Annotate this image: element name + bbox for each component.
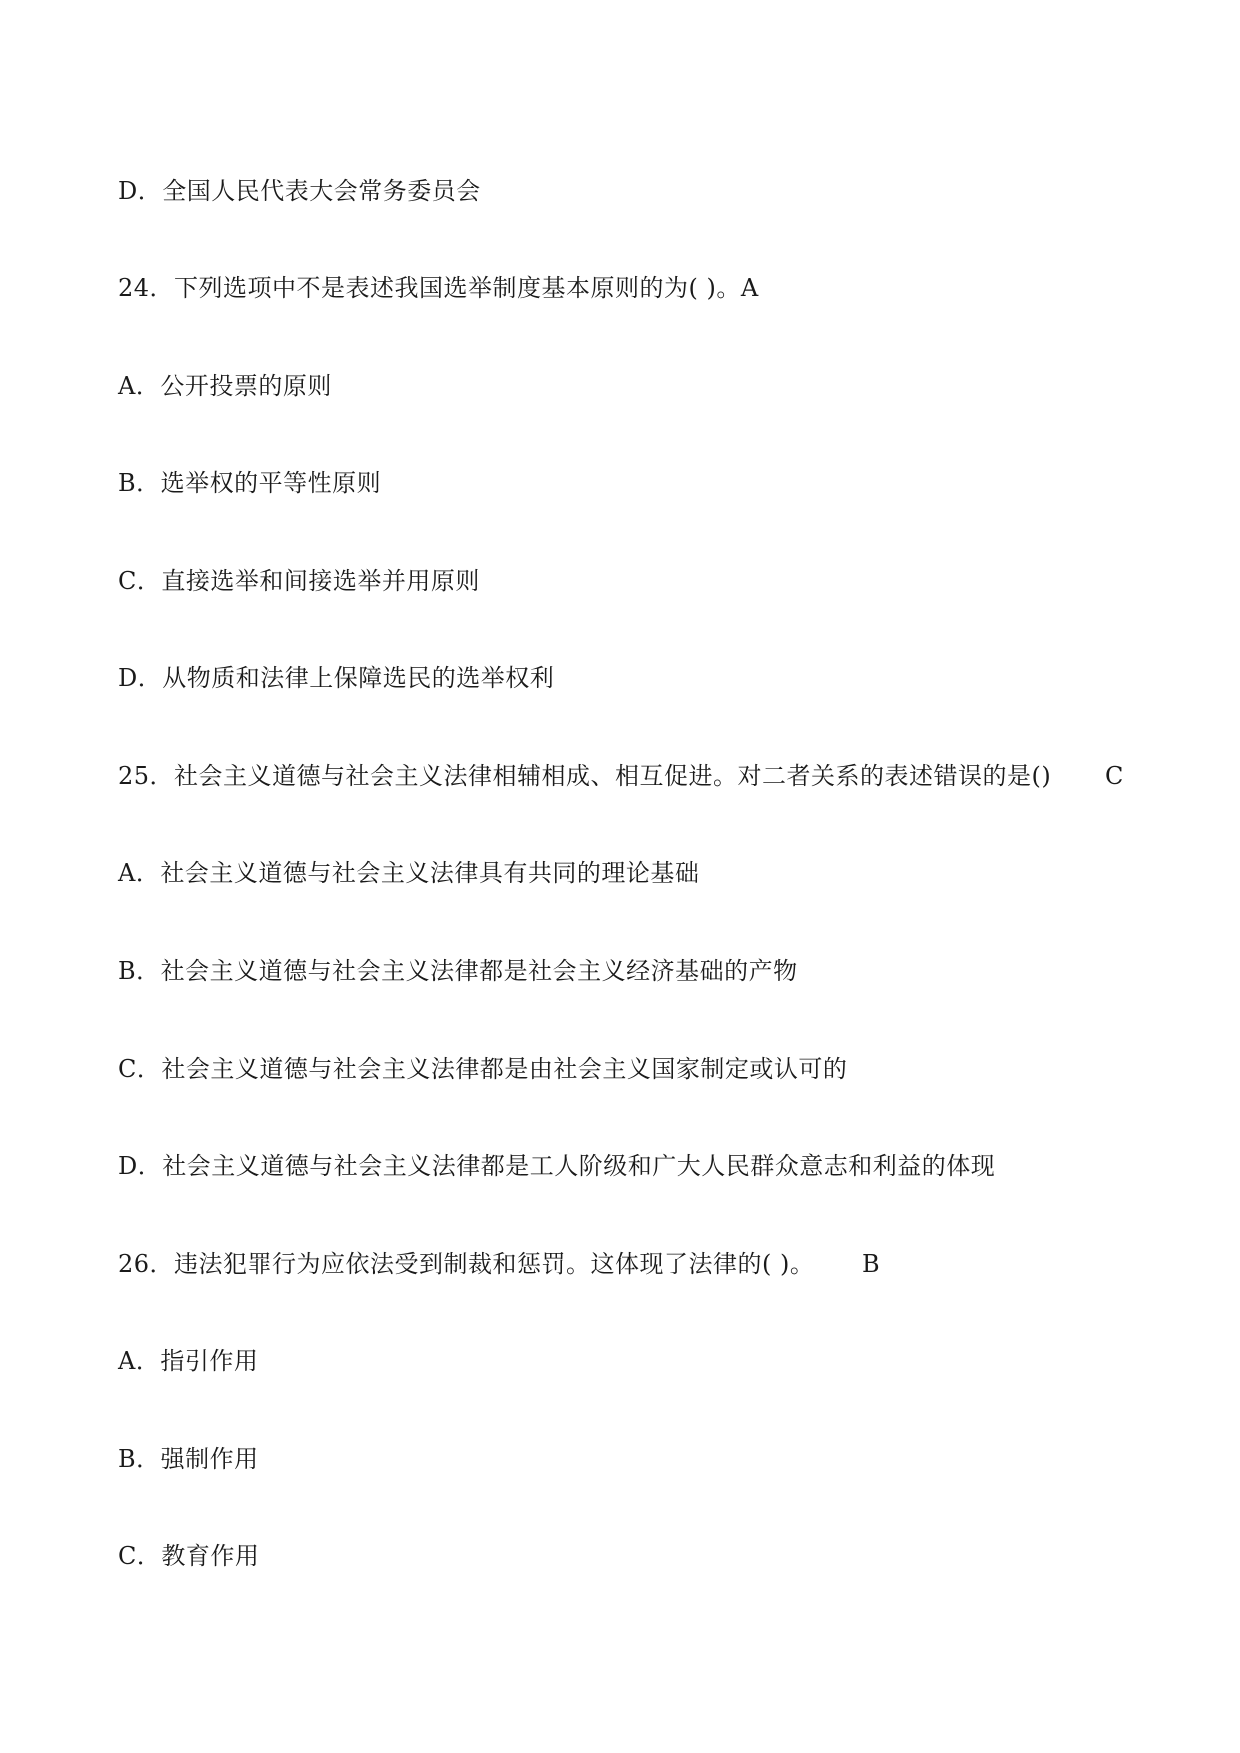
question-25-answer: C (1105, 762, 1124, 790)
question-24: 24．下列选项中不是表述我国选举制度基本原则的为( )。A (118, 274, 759, 302)
question-26: 26．违法犯罪行为应依法受到制裁和惩罚。这体现了法律的( )。 (118, 1250, 815, 1278)
question-24-option-b: B．选举权的平等性原则 (118, 469, 382, 497)
question-25-option-d: D．社会主义道德与社会主义法律都是工人阶级和广大人民群众意志和利益的体现 (118, 1152, 996, 1180)
question-26-option-a: A．指引作用 (118, 1347, 259, 1375)
question-26-answer: B (862, 1250, 880, 1278)
question-25-option-b: B．社会主义道德与社会主义法律都是社会主义经济基础的产物 (118, 957, 798, 985)
question-26-option-b: B．强制作用 (118, 1445, 259, 1473)
question-25: 25．社会主义道德与社会主义法律相辅相成、相互促进。对二者关系的表述错误的是() (118, 762, 1052, 790)
question-26-option-c: C．教育作用 (118, 1542, 260, 1570)
question-25-option-c: C．社会主义道德与社会主义法律都是由社会主义国家制定或认可的 (118, 1055, 848, 1083)
question-24-option-c: C．直接选举和间接选举并用原则 (118, 567, 480, 595)
question-24-option-a: A．公开投票的原则 (118, 372, 332, 400)
question-25-option-a: A．社会主义道德与社会主义法律具有共同的理论基础 (118, 859, 700, 887)
question-24-option-d: D．从物质和法律上保障选民的选举权利 (118, 664, 555, 692)
option-d-prev-question: D．全国人民代表大会常务委员会 (118, 177, 481, 205)
